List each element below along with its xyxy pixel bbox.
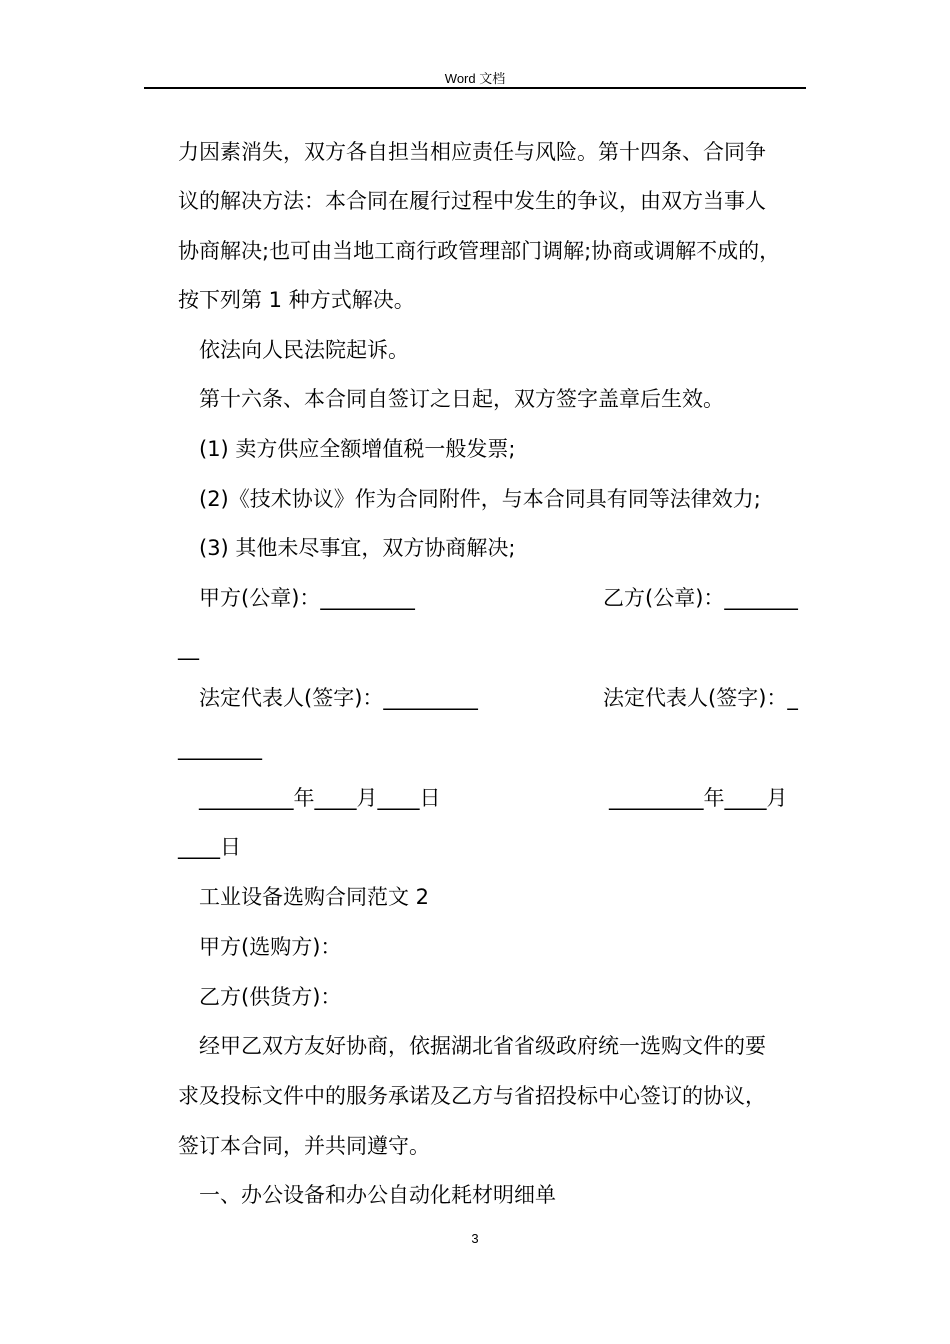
- list-item-2: (2)《技术协议》作为合同附件，与本合同具有同等法律效力;: [199, 487, 761, 511]
- party-b-supplier: 乙方(供货方)：: [199, 985, 342, 1009]
- party-a-buyer: 甲方(选购方)：: [199, 935, 342, 959]
- party-a-seal-line: 甲方(公章)：_________: [199, 586, 415, 610]
- header-divider: [144, 87, 806, 89]
- list-item-3: (3) 其他未尽事宜，双方协商解决;: [199, 536, 516, 560]
- date-line-b-continuation: ____日: [178, 835, 241, 859]
- paragraph-article-16: 第十六条、本合同自签订之日起，双方签字盖章后生效。: [199, 387, 724, 411]
- page-number: 3: [471, 1231, 479, 1246]
- paragraph-line: 按下列第 1 种方式解决。: [178, 288, 415, 312]
- paragraph-line: 议的解决方法：本合同在履行过程中发生的争议，由双方当事人: [178, 189, 766, 213]
- party-b-seal-line: 乙方(公章)：_______: [603, 586, 798, 610]
- paragraph-line: 签订本合同，并共同遵守。: [178, 1134, 430, 1158]
- paragraph-line: 经甲乙双方友好协商，依据湖北省省级政府统一选购文件的要: [199, 1034, 766, 1058]
- representative-a-line: 法定代表人(签字)：_________: [199, 686, 478, 710]
- list-item-1: (1) 卖方供应全额增值税一般发票;: [199, 437, 516, 461]
- party-b-seal-continuation: __: [178, 636, 199, 660]
- contract-title-2: 工业设备选购合同范文 2: [199, 885, 430, 909]
- document-header-title: Word 文档: [444, 71, 506, 86]
- representative-b-continuation: ________: [178, 736, 262, 760]
- representative-b-line: 法定代表人(签字)：_: [603, 686, 798, 710]
- paragraph-lawsuit: 依法向人民法院起诉。: [199, 338, 409, 362]
- paragraph-line: 协商解决;也可由当地工商行政管理部门调解;协商或调解不成的，: [178, 239, 781, 263]
- date-line-a: _________年____月____日: [199, 786, 441, 810]
- paragraph-line: 求及投标文件中的服务承诺及乙方与省招投标中心签订的协议，: [178, 1084, 766, 1108]
- paragraph-line: 力因素消失，双方各自担当相应责任与风险。第十四条、合同争: [178, 140, 766, 164]
- date-line-b: _________年____月: [609, 786, 788, 810]
- section-heading-1: 一、办公设备和办公自动化耗材明细单: [199, 1183, 556, 1207]
